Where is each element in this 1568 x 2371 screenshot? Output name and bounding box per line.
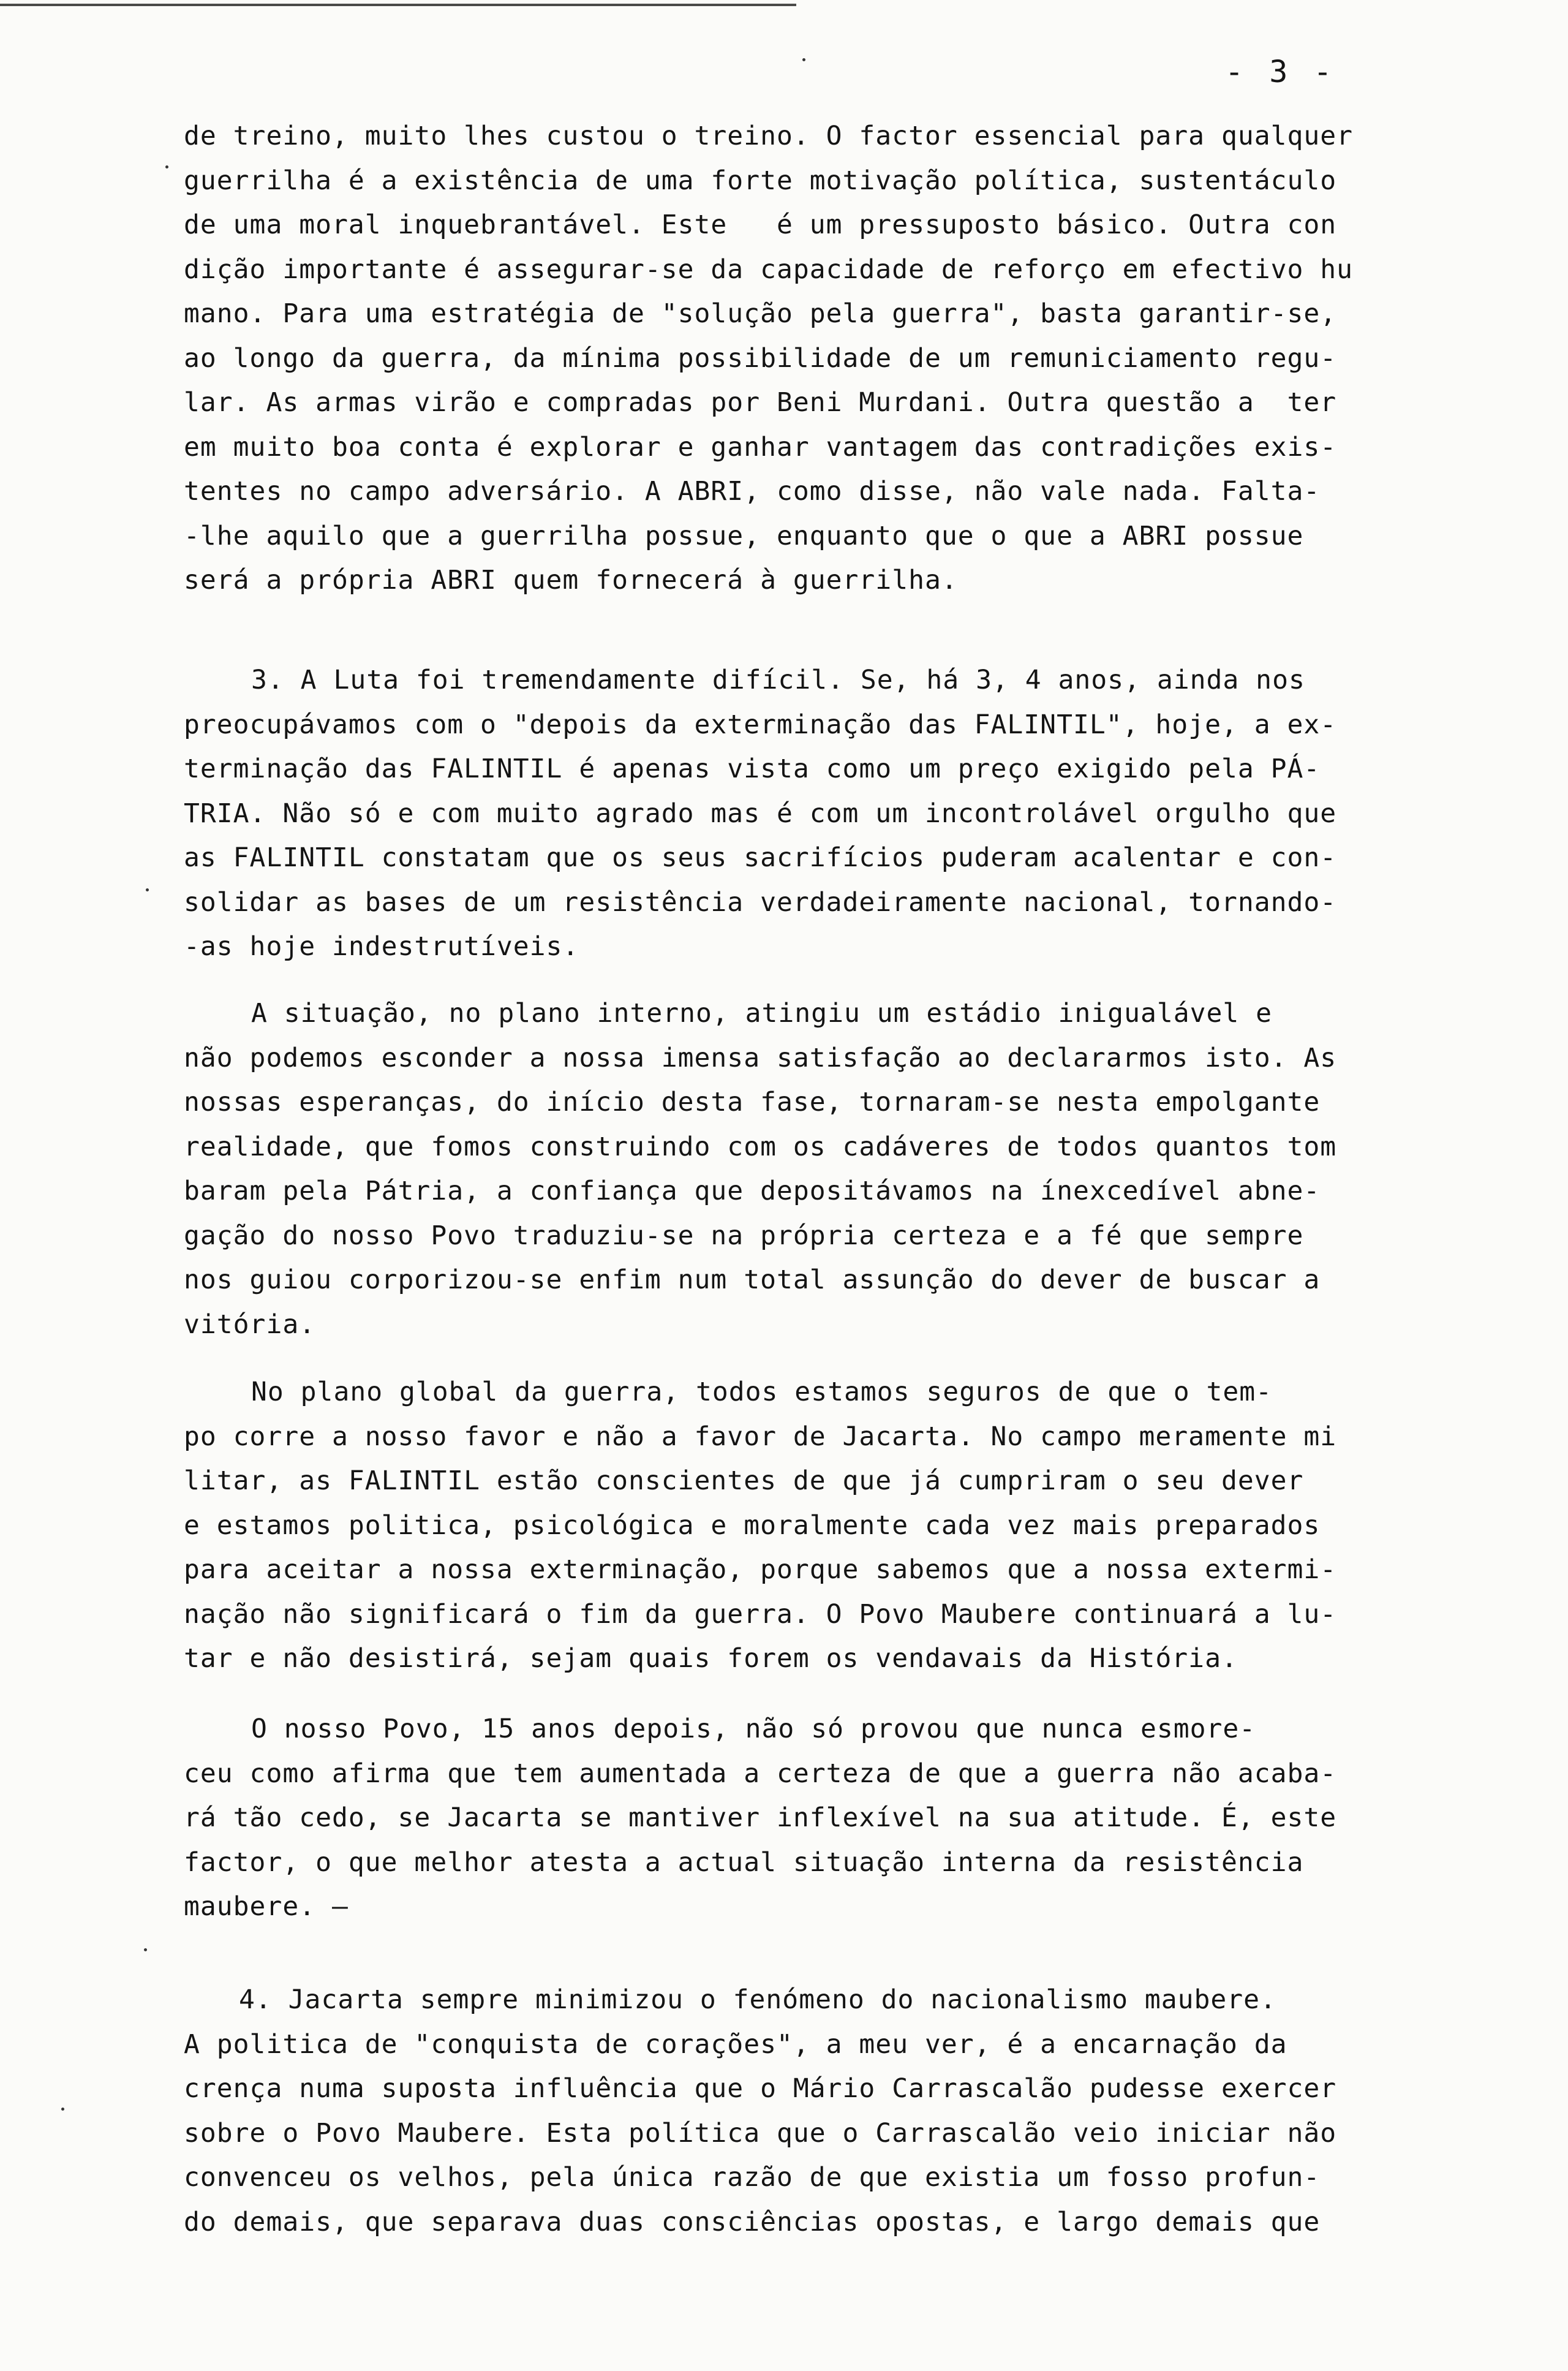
- text-line: TRIA. Não só e com muito agrado mas é com um incontrolável orgulho que: [184, 798, 1337, 829]
- text-line: convenceu os velhos, pela única razão de que existia um fosso profun-: [184, 2162, 1321, 2193]
- text-line: não podemos esconder a nossa imensa satisfação ao declararmos isto. As: [184, 1042, 1337, 1073]
- paragraph-2: [184, 658, 1470, 969]
- scan-speck: [146, 888, 149, 891]
- text-line: preocupávamos com o "depois da exterminação das FALINTIL", hoje, a ex-: [184, 709, 1337, 740]
- text-line: A situação, no plano interno, atingiu um estádio inigualável e: [251, 998, 1273, 1029]
- text-line: vitória.: [184, 1309, 316, 1340]
- text-line: ao longo da guerra, da mínima possibilidade de um remuniciamento regu-: [184, 342, 1337, 374]
- text-line: dição importante é assegurar-se da capacidade de reforço em efectivo hu: [184, 254, 1354, 285]
- scan-speck: [165, 165, 168, 168]
- text-line: 4. Jacarta sempre minimizou o fenómeno do nacionalismo maubere.: [239, 1984, 1276, 2015]
- text-line: será a própria ABRI quem fornecerá à guerrilha.: [184, 565, 958, 596]
- scan-speck: [61, 2108, 64, 2111]
- text-line: po corre a nosso favor e não a favor de Jacarta. No campo meramente mi: [184, 1421, 1337, 1452]
- text-line: nação não significará o fim da guerra. O Povo Maubere continuará a lu-: [184, 1598, 1337, 1630]
- paragraph-6: [184, 1978, 1470, 2244]
- text-line: No plano global da guerra, todos estamos seguros de que o tem-: [251, 1377, 1273, 1407]
- text-line: lar. As armas virão e compradas por Beni Murdani. Outra questão a ter: [184, 387, 1337, 418]
- paragraph-1: [184, 114, 1470, 603]
- text-line: para aceitar a nossa exterminação, porque sabemos que a nossa extermi-: [184, 1554, 1337, 1585]
- text-line: tar e não desistirá, sejam quais forem os vendavais da História.: [184, 1643, 1238, 1674]
- text-line: solidar as bases de um resistência verdadeiramente nacional, tornando-: [184, 887, 1337, 918]
- text-line: terminação das FALINTIL é apenas vista como um preço exigido pela PÁ-: [184, 754, 1321, 784]
- paragraph-4: [184, 1370, 1470, 1681]
- text-line: gação do nosso Povo traduziu-se na própria certeza e a fé que sempre: [184, 1220, 1304, 1251]
- page-number: - 3 -: [1225, 54, 1336, 89]
- text-line: nos guiou corporizou-se enfim num total assunção do dever de buscar a: [184, 1265, 1321, 1295]
- text-line: guerrilha é a existência de uma forte motivação política, sustentáculo: [184, 165, 1337, 196]
- text-line: factor, o que melhor atesta a actual situação interna da resistência: [184, 1847, 1304, 1878]
- text-line: A politica de "conquista de corações", a meu ver, é a encarnação da: [184, 2029, 1287, 2060]
- text-line: crença numa suposta influência que o Mário Carrascalão pudesse exercer: [184, 2073, 1337, 2104]
- text-line: e estamos politica, psicológica e moralmente cada vez mais preparados: [184, 1510, 1321, 1541]
- text-line: mano. Para uma estratégia de "solução pela guerra", basta garantir-se,: [184, 298, 1337, 329]
- scan-speck: [144, 1948, 147, 1951]
- text-line: baram pela Pátria, a confiança que depositávamos na ínexcedível abne-: [184, 1176, 1321, 1206]
- text-line: rá tão cedo, se Jacarta se mantiver inflexível na sua atitude. É, este: [184, 1802, 1337, 1833]
- text-line: -as hoje indestrutíveis.: [184, 931, 579, 962]
- text-line: ceu como afirma que tem aumentada a certeza de que a guerra não acaba-: [184, 1758, 1337, 1789]
- text-line: nossas esperanças, do início desta fase, tornaram-se nesta empolgante: [184, 1087, 1321, 1117]
- scan-speck: [802, 58, 805, 61]
- text-line: sobre o Povo Maubere. Esta política que o Carrascalão veio iniciar não: [184, 2117, 1337, 2149]
- text-line: tentes no campo adversário. A ABRI, como disse, não vale nada. Falta-: [184, 476, 1321, 507]
- text-line: do demais, que separava duas consciências opostas, e largo demais que: [184, 2206, 1321, 2237]
- text-line: maubere. —: [184, 1891, 349, 1922]
- paragraph-5: [184, 1707, 1470, 1929]
- text-line: realidade, que fomos construindo com os cadáveres de todos quantos tom: [184, 1131, 1337, 1162]
- text-line: em muito boa conta é explorar e ganhar vantagem das contradições exis-: [184, 431, 1337, 463]
- text-line: 3. A Luta foi tremendamente difícil. Se, há 3, 4 anos, ainda nos: [251, 665, 1305, 695]
- text-line: O nosso Povo, 15 anos depois, não só provou que nunca esmore-: [251, 1714, 1256, 1744]
- text-line: as FALINTIL constatam que os seus sacrifícios puderam acalentar e con-: [184, 842, 1337, 873]
- text-line: litar, as FALINTIL estão conscientes de que já cumpriram o seu dever: [184, 1465, 1304, 1496]
- text-line: de uma moral inquebrantável. Este é um pressuposto básico. Outra con: [184, 210, 1337, 240]
- text-line: de treino, muito lhes custou o treino. O factor essencial para qualquer: [184, 121, 1354, 151]
- text-line: -lhe aquilo que a guerrilha possue, enquanto que o que a ABRI possue: [184, 520, 1304, 551]
- paragraph-3: [184, 991, 1470, 1347]
- top-edge-rule: [0, 4, 796, 6]
